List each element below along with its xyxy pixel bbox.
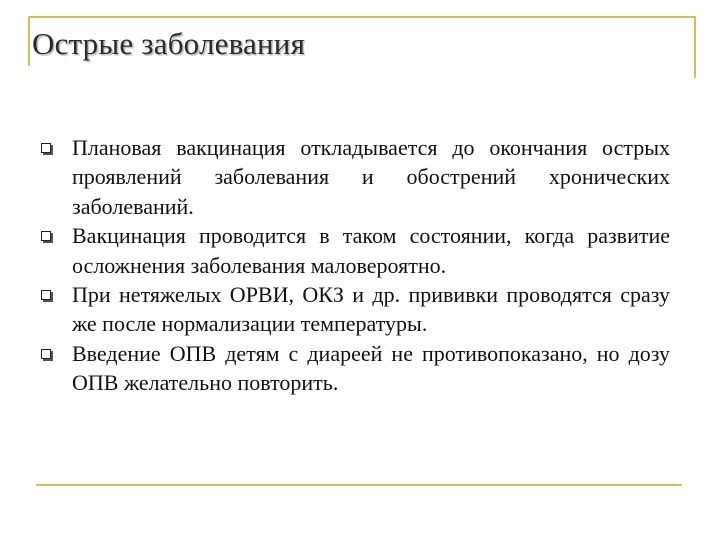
frame-top-line <box>28 16 696 18</box>
frame-right-line <box>694 16 696 78</box>
square-bullet-icon <box>41 143 51 153</box>
bullet-item <box>40 133 670 221</box>
bullet-text: Плановая вакцинация откладывается до окончания острых проявлений заболевания и обострений хронических заболеваний. <box>72 135 670 219</box>
bullet-list <box>40 133 670 398</box>
bullet-text: Введение ОПВ детям с диареей не противопоказано, но дозу ОПВ желательно повторить. <box>72 340 670 396</box>
bullet-item <box>40 280 670 339</box>
square-bullet-icon <box>41 349 51 359</box>
slide-title: Острые заболевания <box>32 26 306 61</box>
bullet-text: При нетяжелых ОРВИ, ОКЗ и др. прививки проводятся сразу же после нормализации температуры. <box>72 282 670 337</box>
bottom-divider <box>36 484 682 486</box>
square-bullet-icon <box>41 231 51 241</box>
bullet-item <box>40 339 670 398</box>
bullet-item <box>40 221 670 280</box>
square-bullet-icon <box>41 290 51 300</box>
frame-left-line <box>28 16 30 66</box>
bullet-text: Вакцинация проводится в таком состоянии, когда развитие осложнения заболевания маловероятно. <box>72 223 670 278</box>
